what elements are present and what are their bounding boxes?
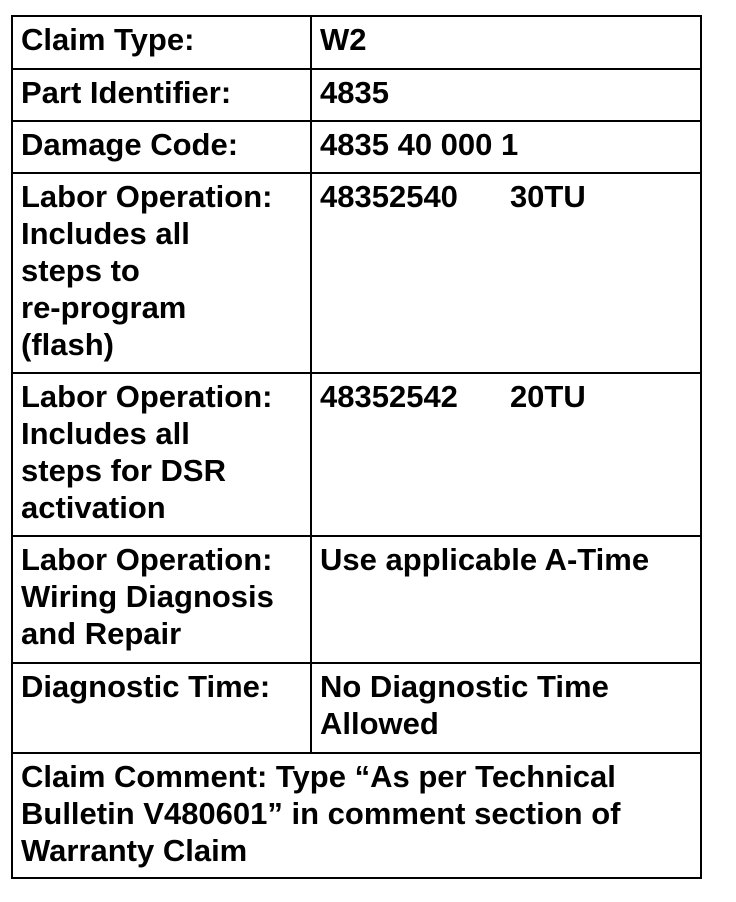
part-identifier-label: Part Identifier:	[12, 69, 311, 121]
labor-operation-flash-label: Labor Operation: Includes all steps to re-program (flash)	[12, 173, 311, 373]
damage-code-value: 4835 40 000 1	[311, 121, 701, 173]
labor-code: 48352540	[320, 179, 458, 214]
part-identifier-row	[12, 69, 701, 121]
labor-code: 48352542	[320, 379, 458, 414]
labor-operation-dsr-value	[311, 373, 701, 536]
claim-comment: Claim Comment: Type “As per Technical Bulletin V480601” in comment section of Warranty Claim	[12, 753, 701, 878]
labor-operation-wiring-value: Use applicable A-Time	[311, 536, 701, 663]
labor-operation-dsr-row	[12, 373, 701, 536]
labor-time-units: 30TU	[509, 179, 586, 214]
warranty-claim-table	[11, 15, 702, 879]
diagnostic-time-value: No Diagnostic Time Allowed	[311, 663, 701, 753]
labor-operation-wiring-row	[12, 536, 701, 663]
labor-operation-wiring-label: Labor Operation: Wiring Diagnosis and Repair	[12, 536, 311, 663]
diagnostic-time-label: Diagnostic Time:	[12, 663, 311, 753]
diagnostic-time-row	[12, 663, 701, 753]
claim-comment-row	[12, 753, 701, 878]
labor-time-units: 20TU	[509, 379, 586, 414]
claim-type-label: Claim Type:	[12, 16, 311, 69]
labor-operation-flash-value	[311, 173, 701, 373]
claim-type-value: W2	[311, 16, 701, 69]
damage-code-row	[12, 121, 701, 173]
labor-operation-dsr-label: Labor Operation: Includes all steps for DSR activation	[12, 373, 311, 536]
damage-code-label: Damage Code:	[12, 121, 311, 173]
claim-type-row	[12, 16, 701, 69]
labor-operation-flash-row	[12, 173, 701, 373]
part-identifier-value: 4835	[311, 69, 701, 121]
